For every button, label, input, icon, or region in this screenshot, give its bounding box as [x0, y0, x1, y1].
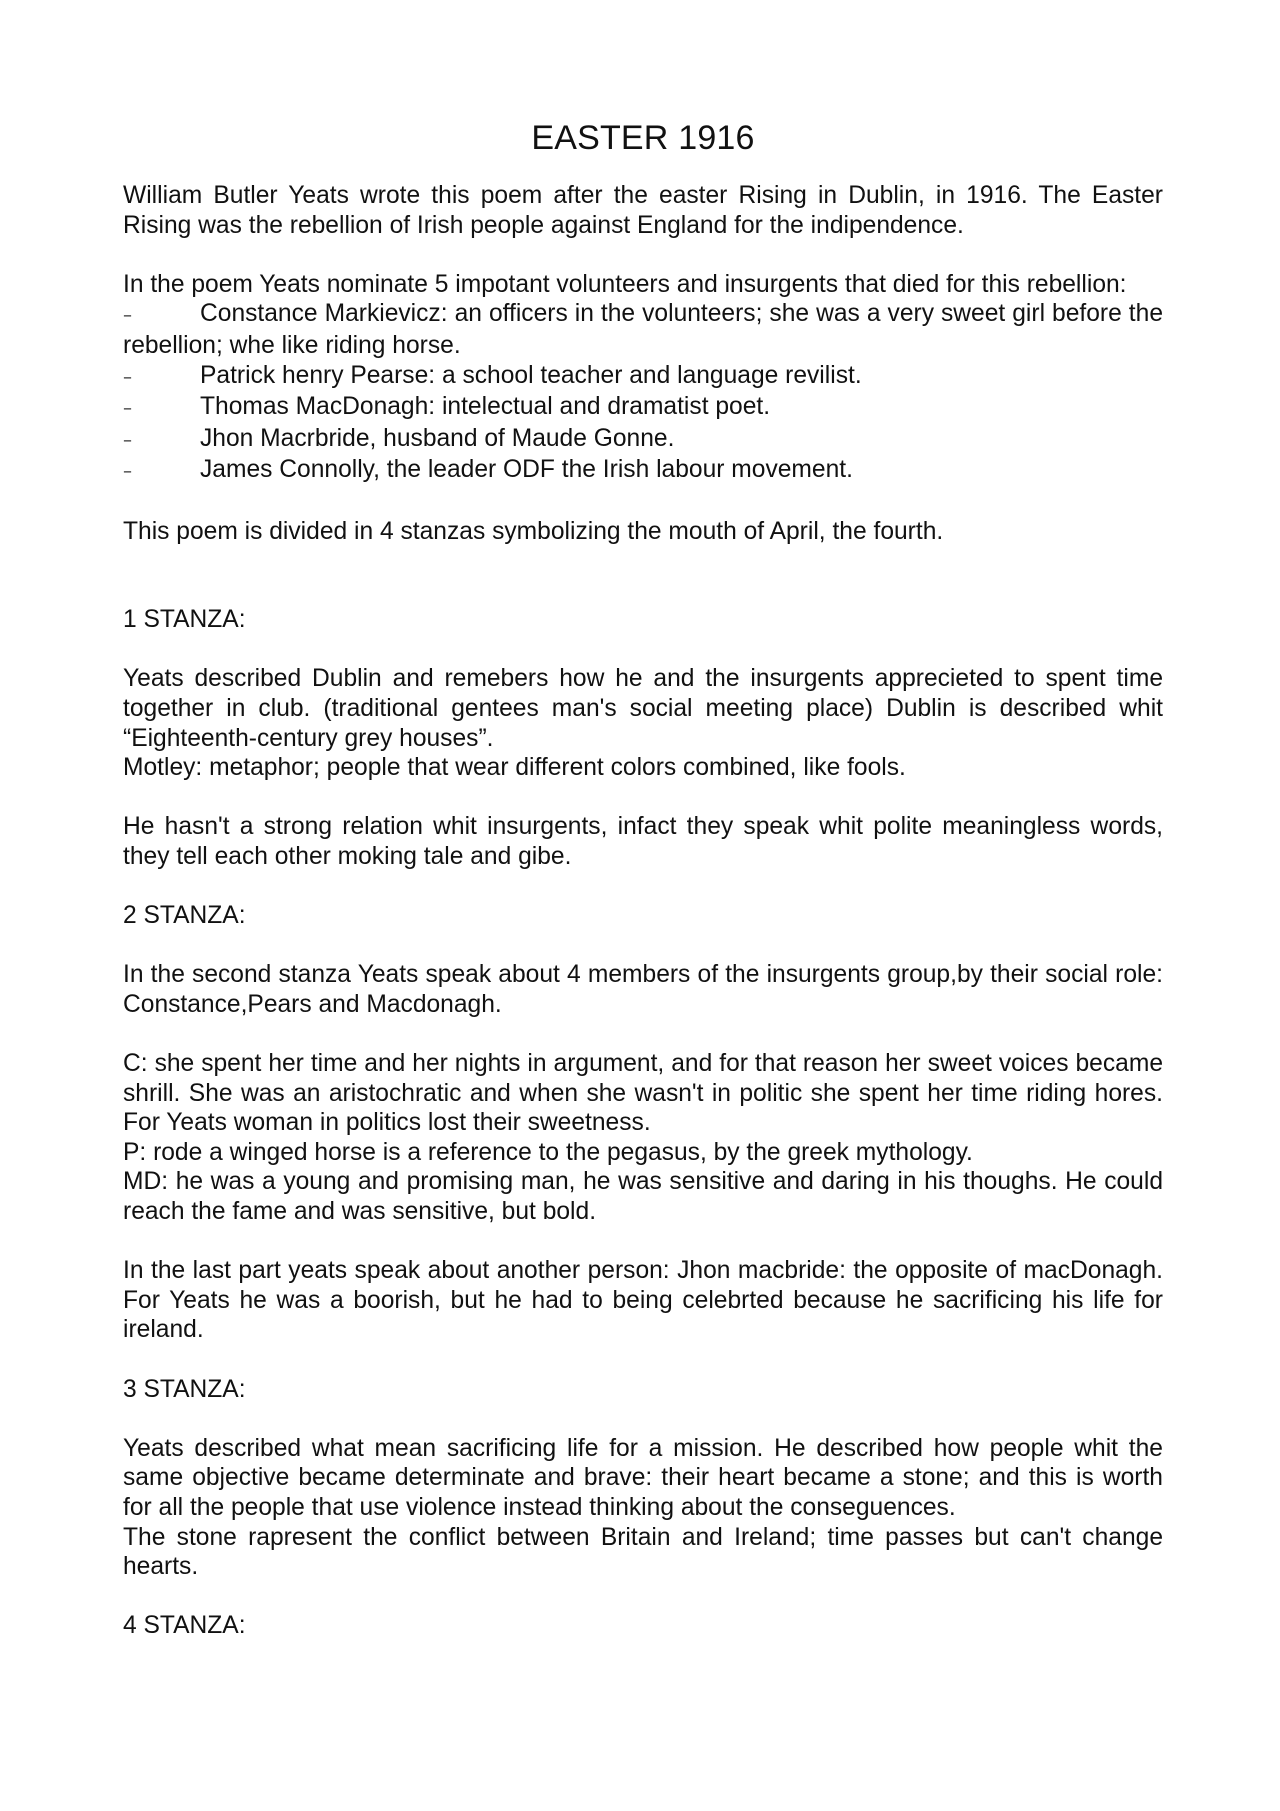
spacer	[123, 1582, 1163, 1612]
stanza-paragraph: In the last part yeats speak about another person: Jhon macbride: the opposite of macDonagh. For Yeats he was a boorish, but he had to being celebrted because he sacrificing his life for ireland.	[123, 1257, 1163, 1344]
stanza-paragraph: Yeats described what mean sacrificing life for a mission. He described how people whit the same objective became determinate and brave: their heart became a stone; and this is worth for all the people that use violence instead thinking about the conseguences.	[123, 1434, 1163, 1521]
dash-bullet: –	[123, 398, 132, 420]
list-item: – Jhon Macrbride, husband of Maude Gonne.	[123, 424, 1163, 456]
stanza-paragraph: Yeats described Dublin and remebers how he and the insurgents apprecieted to spent time together in club. (traditional gentees man's social meeting place) Dublin is described whit “Eighteenth-century grey houses”.	[123, 665, 1163, 752]
stanza-paragraph: C: she spent her time and her nights in argument, and for that reason her sweet voices became shrill. She was an aristochratic and when she wasn't in politic she spent her time riding hores. For Yeats woman in politics lost their sweetness.	[123, 1050, 1163, 1137]
stanza-paragraph: Motley: metaphor; people that wear different colors combined, like fools.	[123, 754, 906, 782]
spacer	[123, 783, 1163, 813]
spacer	[123, 1227, 1163, 1257]
stanza-heading: 4 STANZA:	[123, 1612, 246, 1640]
stanza-paragraph: He hasn't a strong relation whit insurgents, infact they speak whit polite meaningless words, they tell each other moking tale and gibe.	[123, 813, 1163, 870]
stanza-paragraph: The stone rapresent the conflict between Britain and Ireland; time passes but can't change hearts.	[123, 1523, 1163, 1581]
spacer	[123, 1019, 1163, 1049]
stanza-paragraph: P: rode a winged horse is a reference to the pegasus, by the greek mythology.	[123, 1138, 973, 1166]
intro-paragraph: In the poem Yeats nominate 5 impotant volunteers and insurgents that died for this rebellion:	[123, 270, 1127, 298]
page-title: EASTER 1916	[531, 119, 755, 157]
spacer	[123, 931, 1163, 961]
spacer	[123, 546, 1163, 605]
spacer	[123, 1345, 1163, 1375]
spacer	[123, 487, 1163, 517]
intro-paragraph: William Butler Yeats wrote this poem after the easter Rising in Dublin, in 1916. The Easter Rising was the rebellion of Irish people against England for the indipendence.	[123, 182, 1163, 239]
volunteers-list	[123, 299, 1163, 487]
stanza-heading: 1 STANZA:	[123, 606, 246, 634]
spacer	[123, 240, 1163, 270]
list-item: – Thomas MacDonagh: intelectual and dramatist poet.	[123, 392, 1163, 424]
stanza-heading: 3 STANZA:	[123, 1375, 246, 1403]
intro-paragraph: This poem is divided in 4 stanzas symbolizing the mouth of April, the fourth.	[123, 517, 944, 545]
dash-bullet: –	[123, 366, 132, 388]
stanza-heading: 2 STANZA:	[123, 902, 246, 930]
stanza-paragraph: In the second stanza Yeats speak about 4 members of the insurgents group,by their social role: Constance,Pears and Macdonagh.	[123, 961, 1163, 1018]
spacer	[123, 1404, 1163, 1434]
list-item: – Constance Markievicz: an officers in the volunteers; she was a very sweet girl before the rebellion; whe like riding horse.	[123, 300, 1163, 359]
dash-bullet: –	[123, 461, 132, 483]
stanza-paragraph: MD: he was a young and promising man, he was sensitive and daring in his thoughs. He could reach the fame and was sensitive, but bold.	[123, 1168, 1163, 1225]
list-item: – Patrick henry Pearse: a school teacher and language revilist.	[123, 361, 1163, 393]
document-page	[123, 118, 1163, 1641]
list-item: – James Connolly, the leader ODF the Irish labour movement.	[123, 455, 1163, 487]
dash-bullet: –	[123, 305, 132, 327]
spacer	[123, 635, 1163, 665]
dash-bullet: –	[123, 429, 132, 451]
spacer	[123, 871, 1163, 901]
